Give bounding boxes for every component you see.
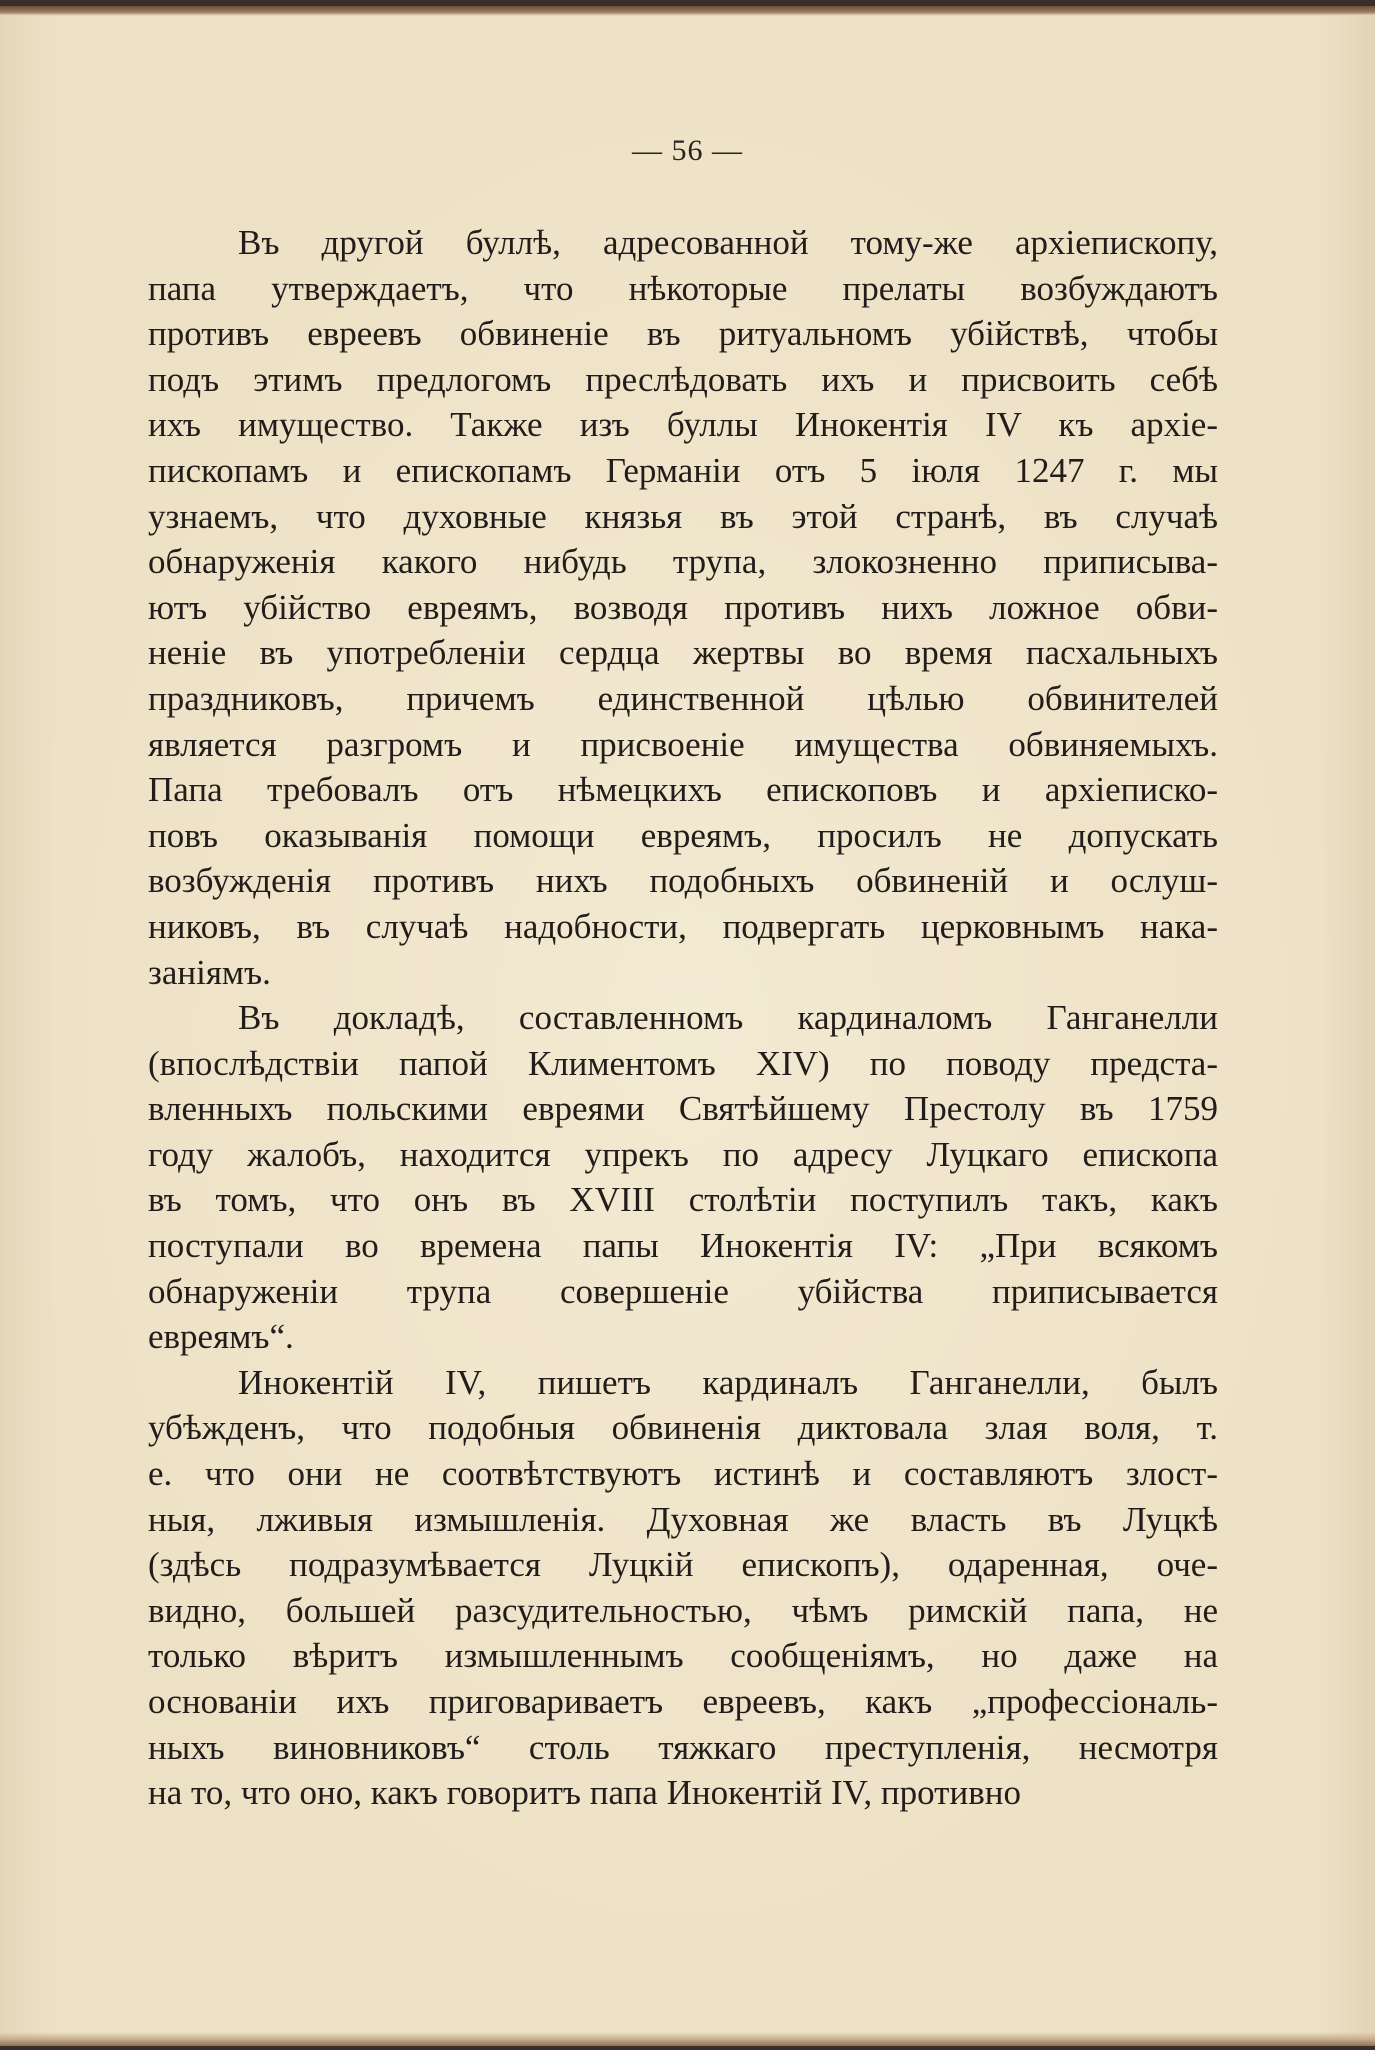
paragraph [148,995,1218,1360]
text-line: вленныхъ польскими евреями Святѣйшему Престолу въ 1759 [148,1089,1218,1129]
body-text [148,220,1218,1816]
paragraph [148,220,1218,995]
text-line: узнаемъ, что духовные князья въ этой странѣ, въ случаѣ [148,496,1218,536]
text-line: пископамъ и епископамъ Германіи отъ 5 іюля 1247 г. мы [148,450,1218,490]
text-line: Папа требовалъ отъ нѣмецкихъ епископовъ и архіеписко- [148,770,1218,810]
text-line: поступали во времена папы Инокентія IV: „При всякомъ [148,1226,1218,1266]
text-line: Инокентій IV, пишетъ кардиналъ Ганганелли, былъ [238,1362,1218,1402]
text-line: основаніи ихъ приговариваетъ евреевъ, какъ „профессіональ- [148,1682,1218,1721]
text-line: возбужденія противъ нихъ подобныхъ обвиненій и ослуш- [148,861,1218,901]
paragraph [148,1360,1218,1816]
text-line: противъ евреевъ обвиненіе въ ритуальномъ убійствѣ, чтобы [148,314,1218,354]
text-line: евреямъ“. [148,1317,294,1357]
page-bottom-edge [0,2032,1375,2046]
text-line: убѣжденъ, что подобныя обвиненія диктовала злая воля, т. [148,1408,1218,1448]
text-line: праздниковъ, причемъ единственной цѣлью обвинителей [148,678,1218,718]
text-line: папа утверждаетъ, что нѣкоторые прелаты возбуждаютъ [148,268,1218,308]
text-line: ютъ убійство евреямъ, возводя противъ нихъ ложное обви- [148,587,1218,627]
text-line: году жалобъ, находится упрекъ по адресу Луцкаго епископа [148,1134,1218,1174]
text-line: обнаруженіи трупа совершеніе убійства приписывается [148,1271,1218,1311]
text-line: ныхъ виновниковъ“ столь тяжкаго преступленія, несмотря [148,1727,1218,1767]
text-line: ныя, лживыя измышленія. Духовная же власть въ Луцкѣ [148,1499,1218,1539]
page-top-edge [0,6,1375,16]
text-line: Въ докладѣ, составленномъ кардиналомъ Ганганелли [238,998,1218,1038]
text-line: ихъ имущество. Также изъ буллы Инокентія IV къ архіе- [148,405,1218,445]
text-line: (здѣсь подразумѣвается Луцкій епископъ), одаренная, оче- [148,1545,1218,1585]
text-line: неніе въ употребленіи сердца жертвы во время пасхальныхъ [148,633,1218,673]
text-line: является разгромъ и присвоеніе имущества обвиняемыхъ. [148,724,1218,764]
page-number: — 56 — [632,134,743,167]
text-line: е. что они не соотвѣтствуютъ истинѣ и составляютъ злост- [148,1454,1218,1494]
text-line: въ томъ, что онъ въ XVIII столѣтіи поступилъ такъ, какъ [148,1180,1218,1220]
text-line: повъ оказыванія помощи евреямъ, просилъ не допускать [148,815,1218,855]
text-line: на то, что оно, какъ говоритъ папа Инокентій IV, противно [148,1773,1021,1813]
text-line: никовъ, въ случаѣ надобности, подвергать церковнымъ нака- [148,906,1218,946]
text-line: (впослѣдствіи папой Климентомъ XIV) по поводу предста- [148,1043,1218,1083]
text-line: заніямъ. [148,952,271,992]
text-line: обнаруженія какого нибудь трупа, злокозненно приписыва- [148,542,1218,582]
text-line: подъ этимъ предлогомъ преслѣдовать ихъ и присвоить себѣ [148,359,1218,399]
text-line: только вѣритъ измышленнымъ сообщеніямъ, но даже на [148,1636,1218,1676]
book-page [0,6,1375,2046]
text-line: Въ другой буллѣ, адресованной тому-же архіепископу, [238,223,1218,262]
text-line: видно, большей разсудительностью, чѣмъ римскій папа, не [148,1590,1218,1630]
